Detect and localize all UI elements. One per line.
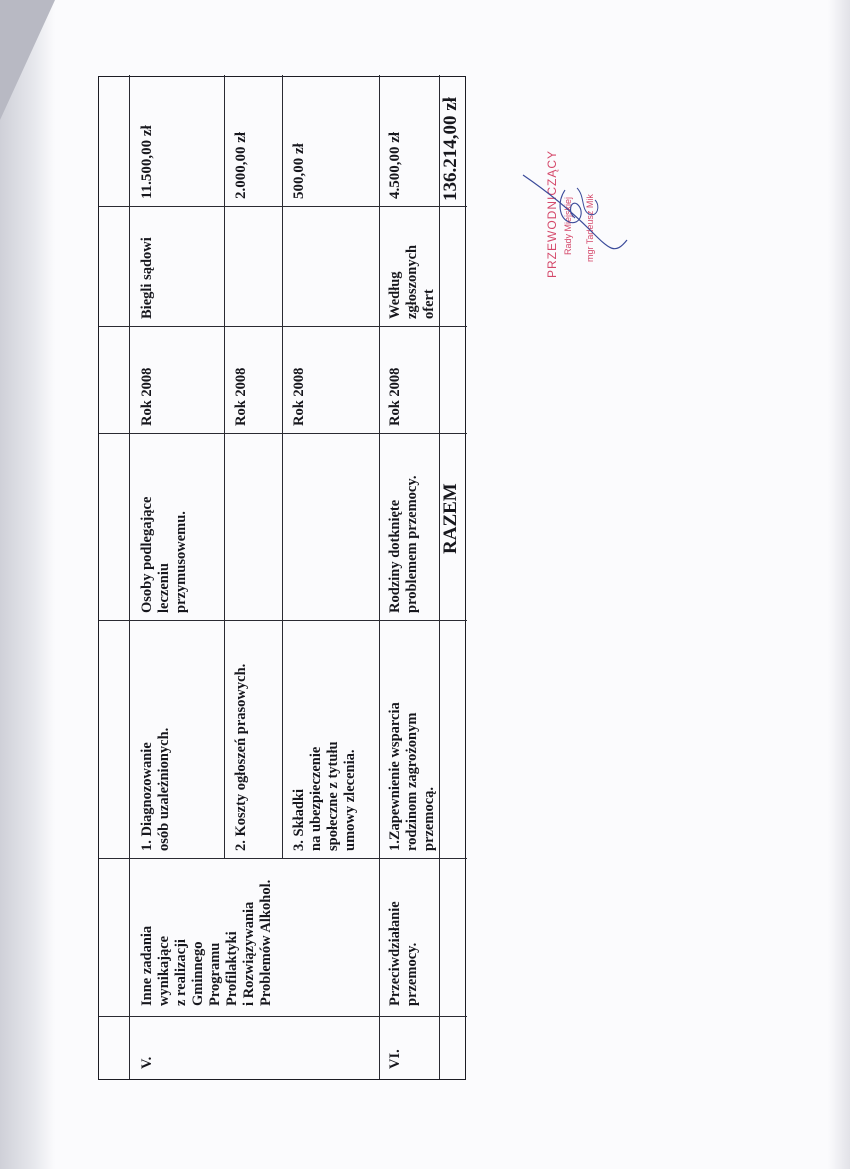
term: Rok 2008 (233, 367, 249, 426)
action-description: 1. Diagnozowanie osób uzależnionych. (139, 727, 172, 851)
scan-shadow-left (0, 0, 55, 1169)
table-line (99, 326, 467, 327)
table-line (99, 433, 467, 434)
total-amount: 136.214,00 zł (440, 97, 461, 201)
scan-shadow-corner (0, 0, 55, 120)
table-line (99, 1016, 467, 1017)
amount: 500,00 zł (291, 143, 307, 199)
signature-icon (515, 130, 635, 290)
amount: 2.000,00 zł (233, 131, 249, 199)
row-number: V. (139, 1056, 155, 1069)
table-line (379, 75, 380, 1079)
action-description: 2. Koszty ogłoszeń prasowych. (233, 663, 249, 851)
table-line (439, 75, 440, 1079)
row-number: VI. (387, 1049, 403, 1069)
term: Rok 2008 (291, 367, 307, 426)
task-name: Inne zadania wynikające z realizacji Gminnego Programu Profilaktyki i Rozwiązywania Problemów Alkohol. (139, 879, 274, 1006)
table-line (99, 620, 467, 621)
task-name: Przeciwdziałanie przemocy. (387, 901, 420, 1006)
term: Rok 2008 (387, 367, 403, 426)
executor: Według zgłoszonych ofert (387, 244, 437, 319)
table-line (99, 206, 467, 207)
scan-shadow-right (828, 0, 850, 1169)
table-line (129, 75, 130, 1079)
recipients: Rodziny dotknięte problemem przemocy. (387, 475, 420, 613)
executor: Biegli sądowi (139, 237, 155, 319)
table-line (224, 75, 225, 859)
total-label: RAZEM (440, 483, 461, 554)
chairman-stamp (515, 130, 635, 290)
rotated-table-sheet (98, 76, 466, 1080)
table-line (282, 75, 283, 859)
stamp-line-title: PRZEWODNICZĄCY (545, 150, 559, 278)
budget-table (98, 76, 466, 1080)
table-line (99, 858, 467, 859)
action-description: 3. Składki na ubezpieczenie społeczne z tytułu umowy zlecenia. (291, 741, 358, 851)
recipients: Osoby podlegające leczeniu przymusowemu. (139, 496, 189, 613)
stamp-line-council: Rady Miejskiej (563, 196, 573, 255)
action-description: 1.Zapewnienie wsparcia rodzinom zagrożonym przemocą. (387, 702, 437, 851)
amount: 4.500,00 zł (387, 131, 403, 199)
term: Rok 2008 (139, 367, 155, 426)
amount: 11.500,00 zł (139, 125, 155, 199)
stamp-line-name: mgr Tadeusz Mik (585, 194, 595, 262)
